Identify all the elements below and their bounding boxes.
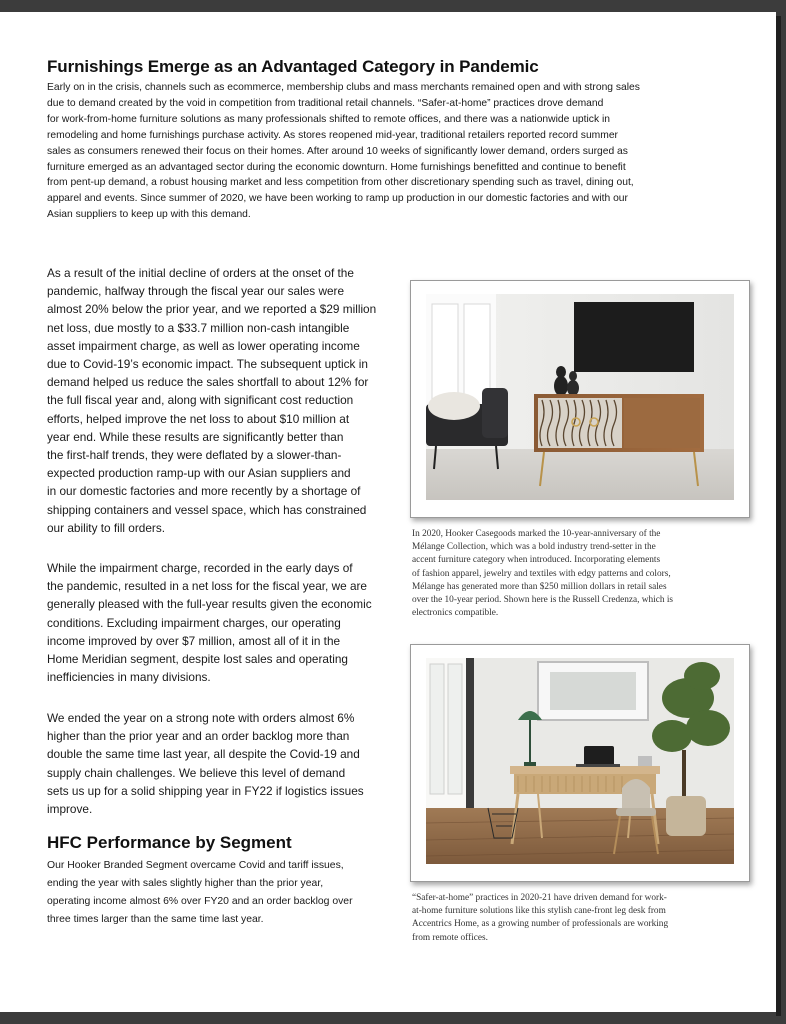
segment-heading: HFC Performance by Segment (47, 833, 292, 852)
text-line: demand helped us reduce the sales shortfall to about 12% for (47, 375, 369, 390)
text-line: efforts, helped improve the net loss to about $10 million at (47, 411, 350, 426)
caption-line: In 2020, Hooker Casegoods marked the 10-year-anniversary of the (412, 529, 661, 539)
text-line: due to Covid-19’s economic impact. The subsequent uptick in (47, 357, 368, 372)
desk-caption (412, 892, 748, 945)
text-line: sales as consumers renewed their focus on their homes. After around 10 weeks of significantly lower demand, orders surged as (47, 145, 628, 157)
text-line: shipping containers and vessel space, which has constrained (47, 502, 367, 517)
intro-paragraph (47, 80, 737, 223)
credenza-illustration (426, 294, 734, 500)
text-line: conditions. Excluding impairment charges, our operating (47, 615, 341, 630)
text-line: our ability to fill orders. (47, 520, 166, 535)
text-line: the full fiscal year and, along with significant cost reduction (47, 393, 354, 408)
text-line: the first-half trends, they were deflated by a slower-than- (47, 448, 342, 463)
text-line: from pent-up demand, a robust housing market and less competition from other discretionary spending such as travel, dining out, (47, 177, 634, 189)
text-line: supply chain challenges. We believe this level of demand (47, 765, 346, 780)
text-line: generally pleased with the full-year results given the economic (47, 597, 372, 612)
text-line: Early on in the crisis, channels such as ecommerce, membership clubs and mass merchants remained open and with strong sales (47, 82, 640, 93)
caption-line: from remote offices. (412, 932, 488, 943)
text-line: Asian suppliers to keep up with this demand. (47, 209, 251, 221)
desk-photo (426, 658, 734, 864)
caption-line: electronics compatible. (412, 608, 499, 619)
text-line: apparel and events. Since summer of 2020, we have been working to ramp up production in our domestic factories and with our (47, 193, 628, 205)
text-line: for work-from-home furniture solutions as many professionals shifted to remote offices, and there was a nationwide uptick in (47, 113, 610, 125)
segment-paragraph (47, 857, 407, 929)
text-line: due to demand created by the void in competition from traditional retail channels. “Safer-at-home” practices drove demand (47, 97, 604, 109)
caption-line: Mélange has generated more than $250 million dollars in retail sales (412, 581, 667, 592)
text-line: three times larger than the same time last year. (47, 914, 264, 925)
caption-line: Mélange Collection, which was a bold industry trend-setter in the (412, 542, 656, 553)
caption-line: accent furniture category when introduced. Incorporating elements (412, 555, 661, 566)
text-line: inefficiencies in many divisions. (47, 670, 211, 685)
text-line: higher than the prior year and an order backlog more than (47, 729, 350, 744)
text-line: While the impairment charge, recorded in the early days of (47, 561, 353, 575)
caption-line: at-home furniture solutions like this stylish cane-front leg desk from (412, 906, 666, 917)
text-line: Home Meridian segment, despite lost sales and operating (47, 652, 348, 667)
text-line: Our Hooker Branded Segment overcame Covid and tariff issues, (47, 860, 344, 871)
text-line: pandemic, halfway through the fiscal year our sales were (47, 284, 345, 299)
caption-line: Accentrics Home, as a growing number of professionals are working (412, 919, 669, 930)
article-heading: Furnishings Emerge as an Advantaged Category in Pandemic (47, 57, 539, 76)
text-line: double the same time last year, all despite the Covid-19 and (47, 747, 360, 762)
page-shadow (776, 16, 781, 1016)
text-line: year end. While these results are significantly better than (47, 429, 344, 444)
credenza-photo (426, 294, 734, 500)
text-line: asset impairment charge, as well as lower operating income (47, 338, 360, 353)
credenza-caption (412, 528, 748, 620)
results-paragraph (47, 264, 407, 537)
text-line: expected production ramp-up with our Asian suppliers and (47, 466, 351, 481)
text-line: We ended the year on a strong note with orders almost 6% (47, 711, 355, 725)
text-line: furniture emerged as an advantaged sector during the economic downturn. Home furnishings benefitted and continue to benefit (47, 161, 626, 173)
text-line: ending the year with sales slightly higher than the prior year, (47, 878, 324, 889)
year-end-paragraph (47, 709, 407, 818)
caption-line: “Safer-at-home” practices in 2020-21 have driven demand for work- (412, 893, 667, 903)
impairment-paragraph (47, 559, 407, 686)
text-line: in our domestic factories and more recently by a shortage of (47, 484, 361, 499)
text-line: sets us up for a solid shipping year in FY22 if logistics issues (47, 783, 364, 798)
desk-illustration (426, 658, 734, 864)
text-line: remodeling and home furnishings purchase activity. As stores reopened mid-year, traditional retailers reported record summer (47, 129, 618, 141)
caption-line: of fashion apparel, jewelry and textiles with edgy patterns and colors, (412, 568, 671, 579)
text-line: net loss, due mostly to a $33.7 million non-cash intangible (47, 320, 350, 335)
credenza-photo-frame (410, 280, 750, 518)
text-line: As a result of the initial decline of orders at the onset of the (47, 266, 354, 280)
text-line: the pandemic, resulted in a net loss for the fiscal year, we are (47, 579, 367, 594)
text-line: almost 20% below the prior year, and we reported a $29 million (47, 302, 377, 317)
text-line: operating income almost 6% over FY20 and an order backlog over (47, 896, 353, 907)
desk-photo-frame (410, 644, 750, 882)
text-line: improve. (47, 802, 93, 817)
document-page (0, 12, 776, 1012)
text-line: income improved by over $7 million, amost all of it in the (47, 633, 341, 648)
caption-line: over the 10-year period. Shown here is the Russell Credenza, which is (412, 595, 674, 606)
